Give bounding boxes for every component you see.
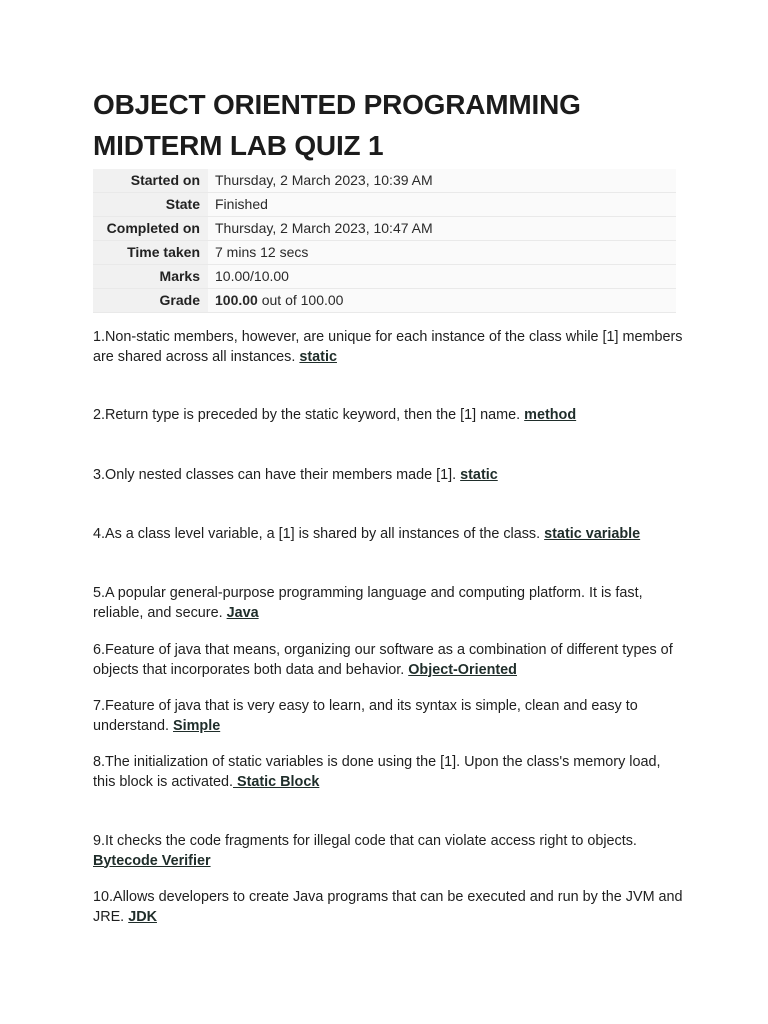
- summary-label: Marks: [93, 265, 208, 289]
- summary-row-started: [93, 169, 676, 193]
- summary-value: 7 mins 12 secs: [208, 241, 676, 265]
- summary-row-grade: [93, 289, 676, 313]
- summary-row-completed: [93, 217, 676, 241]
- question-answer: JDK: [128, 908, 157, 925]
- question-text: 4.As a class level variable, a [1] is shared by all instances of the class.: [93, 526, 545, 542]
- question-answer: Bytecode Verifier: [93, 852, 211, 869]
- page-title: [93, 84, 683, 166]
- summary-value: [208, 289, 676, 313]
- attempt-summary-table: [93, 169, 676, 313]
- question-10: [93, 888, 683, 927]
- question-text: 10.Allows developers to create Java programs that can be executed and run by the JVM and JRE.: [93, 889, 683, 925]
- question-2: [93, 406, 683, 426]
- question-text: 1.Non-static members, however, are unique for each instance of the class while [1] members are shared across all instances.: [93, 329, 683, 365]
- question-answer: Static Block: [232, 773, 320, 790]
- summary-row-state: [93, 193, 676, 217]
- grade-score: 100.00: [215, 292, 258, 308]
- summary-label: State: [93, 193, 208, 217]
- summary-value: 10.00/10.00: [208, 265, 676, 289]
- question-text: 5.A popular general-purpose programming language and computing platform. It is fast, reliable, and secure.: [93, 585, 643, 621]
- question-text: 7.Feature of java that is very easy to learn, and its syntax is simple, clean and easy to understand.: [93, 698, 638, 734]
- summary-label: Grade: [93, 289, 208, 313]
- question-9: [93, 832, 683, 871]
- question-answer: Simple: [173, 717, 221, 734]
- summary-row-marks: [93, 265, 676, 289]
- question-8: [93, 753, 683, 792]
- question-answer: static: [299, 348, 337, 365]
- summary-label: Time taken: [93, 241, 208, 265]
- summary-value: Finished: [208, 193, 676, 217]
- question-6: [93, 641, 683, 680]
- question-text: 8.The initialization of static variables is done using the [1]. Upon the class's memory load, this block is activated.: [93, 754, 661, 790]
- page-title-line-2: MIDTERM LAB QUIZ 1: [93, 130, 384, 161]
- question-3: [93, 466, 683, 486]
- page-title-line-1: OBJECT ORIENTED PROGRAMMING: [93, 89, 581, 120]
- question-text: 3.Only nested classes can have their members made [1].: [93, 467, 461, 483]
- question-5: [93, 584, 683, 623]
- question-answer: Object-Oriented: [408, 661, 517, 678]
- question-answer: static variable: [544, 526, 641, 542]
- summary-value: Thursday, 2 March 2023, 10:47 AM: [208, 217, 676, 241]
- summary-row-time-taken: [93, 241, 676, 265]
- quiz-header: [93, 84, 683, 313]
- question-answer: Java: [226, 604, 259, 621]
- question-1: [93, 328, 683, 367]
- summary-label: Completed on: [93, 217, 208, 241]
- question-text: 2.Return type is preceded by the static keyword, then the [1] name.: [93, 407, 525, 423]
- question-7: [93, 697, 683, 736]
- question-text: 9.It checks the code fragments for illegal code that can violate access right to objects.: [93, 833, 637, 849]
- summary-value: Thursday, 2 March 2023, 10:39 AM: [208, 169, 676, 193]
- question-answer: method: [524, 407, 577, 423]
- question-answer: static: [460, 467, 498, 483]
- question-4: [93, 525, 683, 545]
- question-text: 6.Feature of java that means, organizing our software as a combination of different types of objects that incorporates both data and behavior.: [93, 642, 673, 678]
- grade-total: out of 100.00: [257, 292, 344, 308]
- summary-label: Started on: [93, 169, 208, 193]
